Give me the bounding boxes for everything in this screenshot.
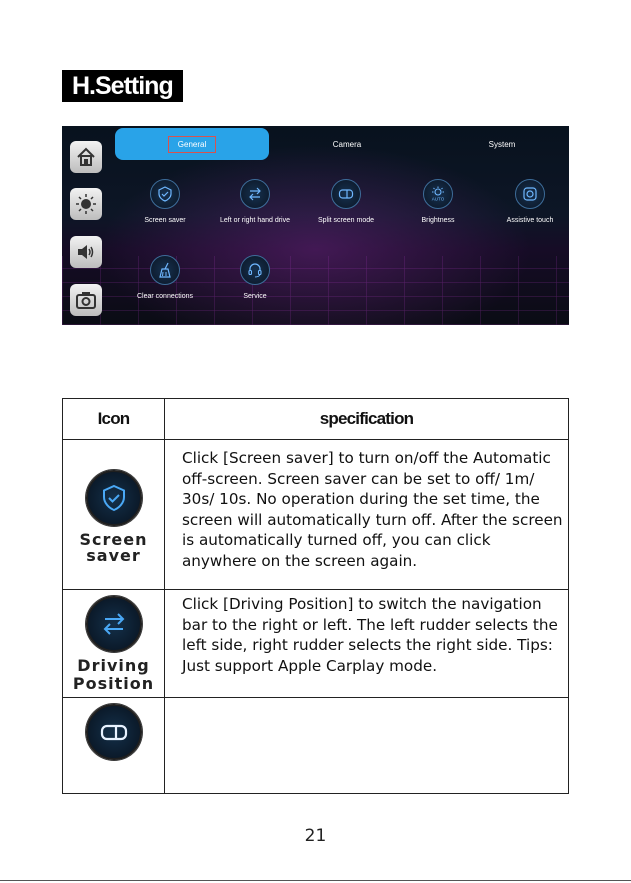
clear-connections-label: Clear connections: [136, 293, 194, 300]
screen-saver-label: Screen saver: [144, 217, 186, 224]
header-icon: Icon: [63, 399, 165, 440]
swap-arrows-icon: [86, 596, 142, 652]
icon-name-line1: Screen: [79, 530, 148, 549]
brightness-label: Brightness: [421, 217, 455, 224]
split-screen-item[interactable]: [306, 179, 386, 224]
tab-camera-label: Camera: [332, 139, 362, 149]
split-screen-icon: [331, 179, 361, 209]
svg-text:AUTO: AUTO: [431, 196, 445, 202]
clear-connections-item[interactable]: [125, 255, 205, 300]
table-row: [63, 440, 569, 590]
swap-arrows-icon: [240, 179, 270, 209]
section-title: H.Setting: [62, 70, 183, 102]
service-label: Service: [243, 293, 267, 300]
icon-cell: [63, 440, 165, 590]
spec-text: Click [Screen saver] to turn on/off the Automatic off-screen. Screen saver can be set to off/ 1m/ 30s/ 10s. No operation during the set time, the screen will automatically turn off. After the screen is automatically turned off, you can click anywhere on the screen again.: [165, 440, 569, 590]
tab-general[interactable]: [115, 128, 269, 160]
icon-cell: [63, 698, 165, 794]
tab-system[interactable]: [462, 128, 542, 160]
assistive-touch-icon: [515, 179, 545, 209]
page-number: 21: [304, 826, 327, 846]
tab-general-label: General: [168, 136, 216, 153]
table-row: [63, 590, 569, 698]
assistive-touch-label: Assistive touch: [506, 217, 554, 224]
home-icon[interactable]: [70, 141, 102, 173]
assistive-touch-item[interactable]: [490, 179, 569, 224]
table-header-row: [63, 399, 569, 440]
broom-icon: [150, 255, 180, 285]
tab-camera[interactable]: [307, 128, 387, 160]
brightness-icon[interactable]: [70, 188, 102, 220]
icon-cell: [63, 590, 165, 698]
camera-icon[interactable]: [70, 284, 102, 316]
shield-check-icon: [150, 179, 180, 209]
table-row: [63, 698, 569, 794]
screen-saver-item[interactable]: [125, 179, 205, 224]
bottom-divider: [0, 880, 631, 881]
service-item[interactable]: [215, 255, 295, 300]
brightness-item[interactable]: [398, 179, 478, 224]
icon-name-line2: Position: [72, 674, 155, 693]
icon-name-line2: saver: [86, 546, 141, 565]
auto-brightness-icon: [423, 179, 453, 209]
split-screen-label: Split screen mode: [317, 217, 375, 224]
icon-name-line1: Driving: [77, 656, 150, 675]
hand-drive-item[interactable]: [215, 179, 295, 224]
shield-check-icon: [86, 470, 142, 526]
spec-table: [62, 398, 569, 794]
tab-system-label: System: [488, 139, 516, 149]
headset-icon: [240, 255, 270, 285]
split-screen-icon: [86, 704, 142, 760]
header-specification: specification: [165, 399, 569, 440]
hand-drive-label: Left or right hand drive: [219, 217, 291, 224]
volume-icon[interactable]: [70, 236, 102, 268]
spec-text: [165, 698, 569, 794]
side-bar: [62, 126, 110, 325]
spec-text: Click [Driving Position] to switch the navigation bar to the right or left. The left rudder selects the left side, right rudder selects the right side. Tips: Just support Apple Carplay mode.: [165, 590, 569, 698]
settings-screen: [62, 126, 569, 325]
